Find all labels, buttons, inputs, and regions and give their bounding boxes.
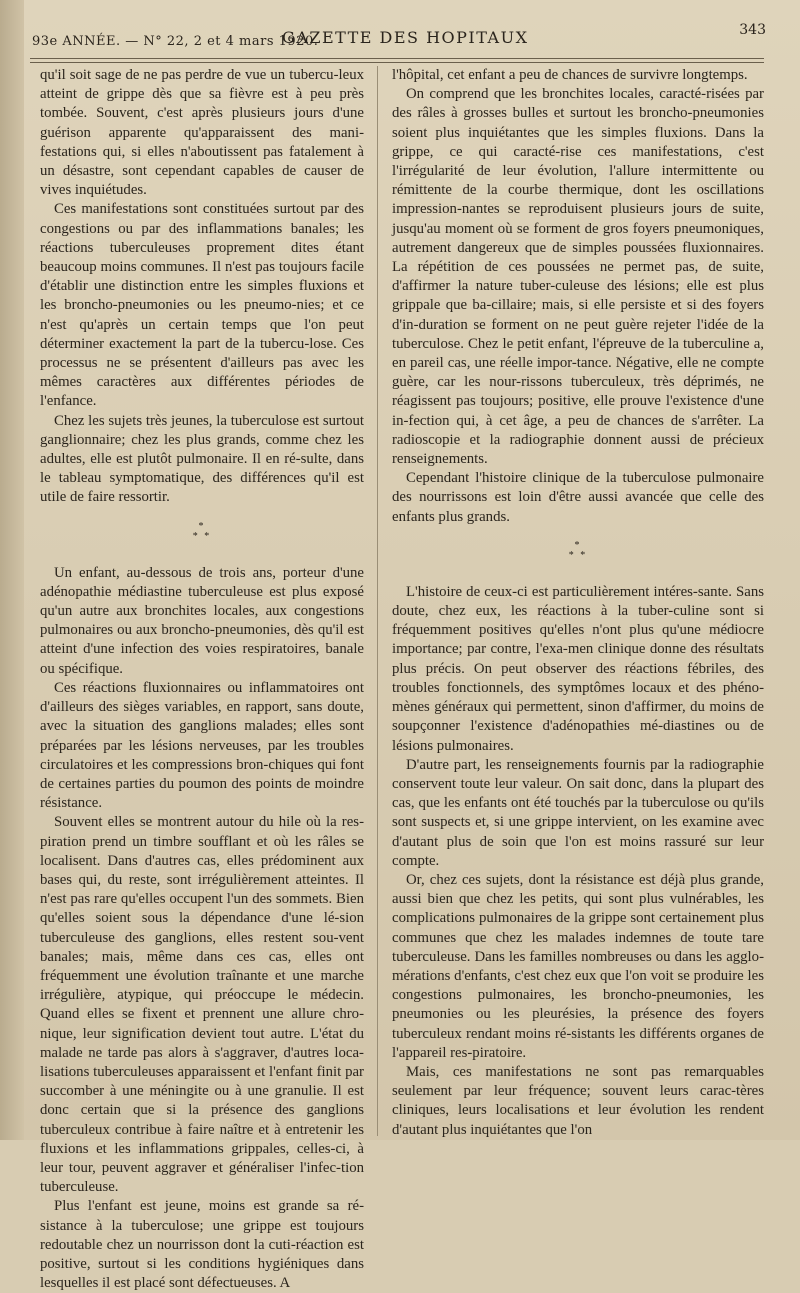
left-column [40,66,364,1292]
paragraph: L'histoire de ceux-ci est particulièrement intéres-sante. Sans doute, chez eux, les réactions à la tuber-culine sont si fréquemment positives qu'elles n'ont plus qu'une médiocre importance; par contre, l'exa-men clinique donne des résultats plus précis. On peut observer des réactions fébriles, des troubles fonctionnels, des symptômes locaux et des phéno-mènes généraux qui permettent, sinon d'affirmer, du moins de soupçonner l'existence d'adénopathies mé-diastines ou de lésions pulmonaires. [392,583,764,754]
paragraph: qu'il soit sage de ne pas perdre de vue un tubercu-leux atteint de grippe dès que sa fièvre est à peu près tombée. Souvent, c'est après plusieurs jours d'une guérison apparente qu'apparaissent des mani-festations qui, si elles n'aboutissent pas fatalement à un désastre, sont cependant capables de causer de vives inquiétudes. [40,67,364,199]
header-rule [30,58,764,59]
separator-star: * [574,539,582,551]
separator-stars: * * [192,530,212,542]
paragraph: Or, chez ces sujets, dont la résistance est déjà plus grande, aussi bien que chez les petits, qui sont plus vulnérables, les complications pulmonaires de la grippe sont certainement plus communes que chez les malades indemnes de toute tare tuberculeuse. Dans les familles nombreuses ou dans les agglo-mérations d'enfants, c'est chez eux que l'on voit se produire les congestions pulmonaires, les broncho-pneumonies, les pneumonies ou les pleurésies, la présence des foyers tuberculeux rendant moins ré-sistants les différents organes de l'appareil res-piratoire. [392,871,764,1061]
paragraph: Cependant l'histoire clinique de la tuberculose pulmonaire des nourrissons est loin d'être aussi avancée que celle des enfants plus grands. [392,470,764,525]
header-rule-double [30,62,764,63]
paragraph: D'autre part, les renseignements fournis par la radiographie conservent toute leur valeur. On sait donc, dans la plupart des cas, que les enfants ont été touchés par la tuberculose ou qu'ils sont suspects et, si une grippe intervient, on les examine avec d'autant plus de soin que l'on est moins rassuré sur leur compte. [392,756,764,869]
paragraph: Mais, ces manifestations ne sont pas remarquables seulement par leur fréquence; souvent leurs carac-tères cliniques, leurs localisations et leur évolution les rendent d'autant plus inquiétantes que l'on [392,1063,764,1138]
page-binding-shadow [0,0,24,1140]
separator-star: * [198,520,206,532]
paragraph: Ces manifestations sont constituées surtout par des congestions ou par des inflammations banales; les réactions tuberculeuses proprement dites étant beaucoup moins communes. Il n'est pas toujours facile d'établir une distinction entre les simples fluxions et les broncho-pneumonies ou les pneumo-nies; et ce n'est qu'après un certain temps que l'on peut déterminer exactement la part de la tubercu-lose. Ces processus ne se présentent d'ailleurs pas avec les mêmes caractères aux différentes périodes de l'enfance. [40,201,364,410]
section-separator [392,541,764,561]
column-divider [377,66,378,1136]
running-header [30,20,770,60]
paragraph: Plus l'enfant est jeune, moins est grande sa ré-sistance à la tuberculose; une grippe est toujours redoutable chez un nourrisson dont la cuti-réaction est positive, surtout si les conditions hygiéniques dans lesquelles il est placé sont défectueuses. A [40,1198,364,1292]
section-separator [40,522,364,542]
page-number: 343 [739,22,766,38]
paragraph: On comprend que les bronchites locales, caracté-risées par des râles à grosses bulles et surtout les broncho-pneumonies soient plus inquiétantes que les simples fluxions. Dans la grippe, ce qui caracté-rise ces manifestations, c'est l'irrégularité de leur évolution, l'allure intermittente ou rémittente de la courbe thermique, dont les oscillations impression-nantes se reproduisent plusieurs jours de suite, jusqu'au moment où se forment de gros foyers pneumoniques, autrement dangereux que de simples poussées fluxionnaires. La répétition de ces poussées ne permet pas, de suite, d'affirmer la nature tuber-culeuse des lésions; elle est plus grippale que ba-cillaire; mais, si elle persiste et si des foyers d'in-duration se forment on ne peut guère rejeter l'idée de la tuberculose. Chez le petit enfant, l'épreuve de la tuberculine a, en pareil cas, une réelle impor-tance. Négative, elle ne compte guère, car les nour-rissons tuberculeux, très déprimés, ne réagissent pas toujours; positive, elle prouve l'existence d'une in-fection qui, à cet âge, a peu de chances de s'arrêter. La radioscopie et la radiographie donnent aussi de précieux renseignements. [392,86,764,468]
paragraph: Ces réactions fluxionnaires ou inflammatoires ont d'ailleurs des sièges variables, en rapport, sans doute, avec la situation des ganglions malades; elles sont préparées par les lésions nerveuses, par les troubles circulatoires et les compressions bron-chiques qui font de certaines parties du poumon des points de moindre résistance. [40,679,364,812]
separator-stars: * * [568,549,588,561]
journal-title: GAZETTE DES HOPITAUX [282,28,529,47]
paragraph: Un enfant, au-dessous de trois ans, porteur d'une adénopathie médiastine tuberculeuse est plus exposé qu'un autre aux bronchites locales, aux congestions pulmonaires ou aux broncho-pneumonies, dès qu'il est atteint d'une infection des voies respiratoires, banale ou spécifique. [40,564,364,677]
paragraph: l'hôpital, cet enfant a peu de chances de survivre longtemps. [392,67,748,83]
issue-line: 93e ANNÉE. — N° 22, 2 et 4 mars 1920. [32,34,319,49]
paragraph: Souvent elles se montrent autour du hile où la res-piration prend un timbre soufflant et où les râles se localisent. Dans d'autres cas, elles prédominent aux bases qui, du reste, sont irrégulièrement atteintes. Il n'est pas rare qu'elles occupent l'un des sommets. Bien qu'elles soient sous la dépendance d'une lé-sion tuberculeuse des ganglions, elles restent sou-vent banales; mais, même dans ces cas, elles ont fréquemment une évolution traînante et une marche irrégulière, atypique, qui préoccupe le médecin. Quand elles se fixent et prennent une allure chro-nique, leur signification devient tout autre. L'état du malade ne tarde pas alors à s'aggraver, d'autres loca-lisations tuberculeuses apparaissent et l'enfant finit par succomber à une méningite ou à une granulie. Il est donc certain que si la présence des ganglions tuberculeux contribue à faire naître et à entretenir les fluxions et les inflammations grippales, celles-ci, à leur tour, peuvent aggraver et généraliser l'infec-tion tuberculeuse. [40,814,364,1196]
right-column [392,66,764,1138]
paragraph: Chez les sujets très jeunes, la tuberculose est surtout ganglionnaire; chez les plus grands, comme chez les adultes, elle est plutôt pulmonaire. Il en ré-sulte, dans le tableau symptomatique, des différences qu'il est utile de faire ressortir. [40,412,364,506]
